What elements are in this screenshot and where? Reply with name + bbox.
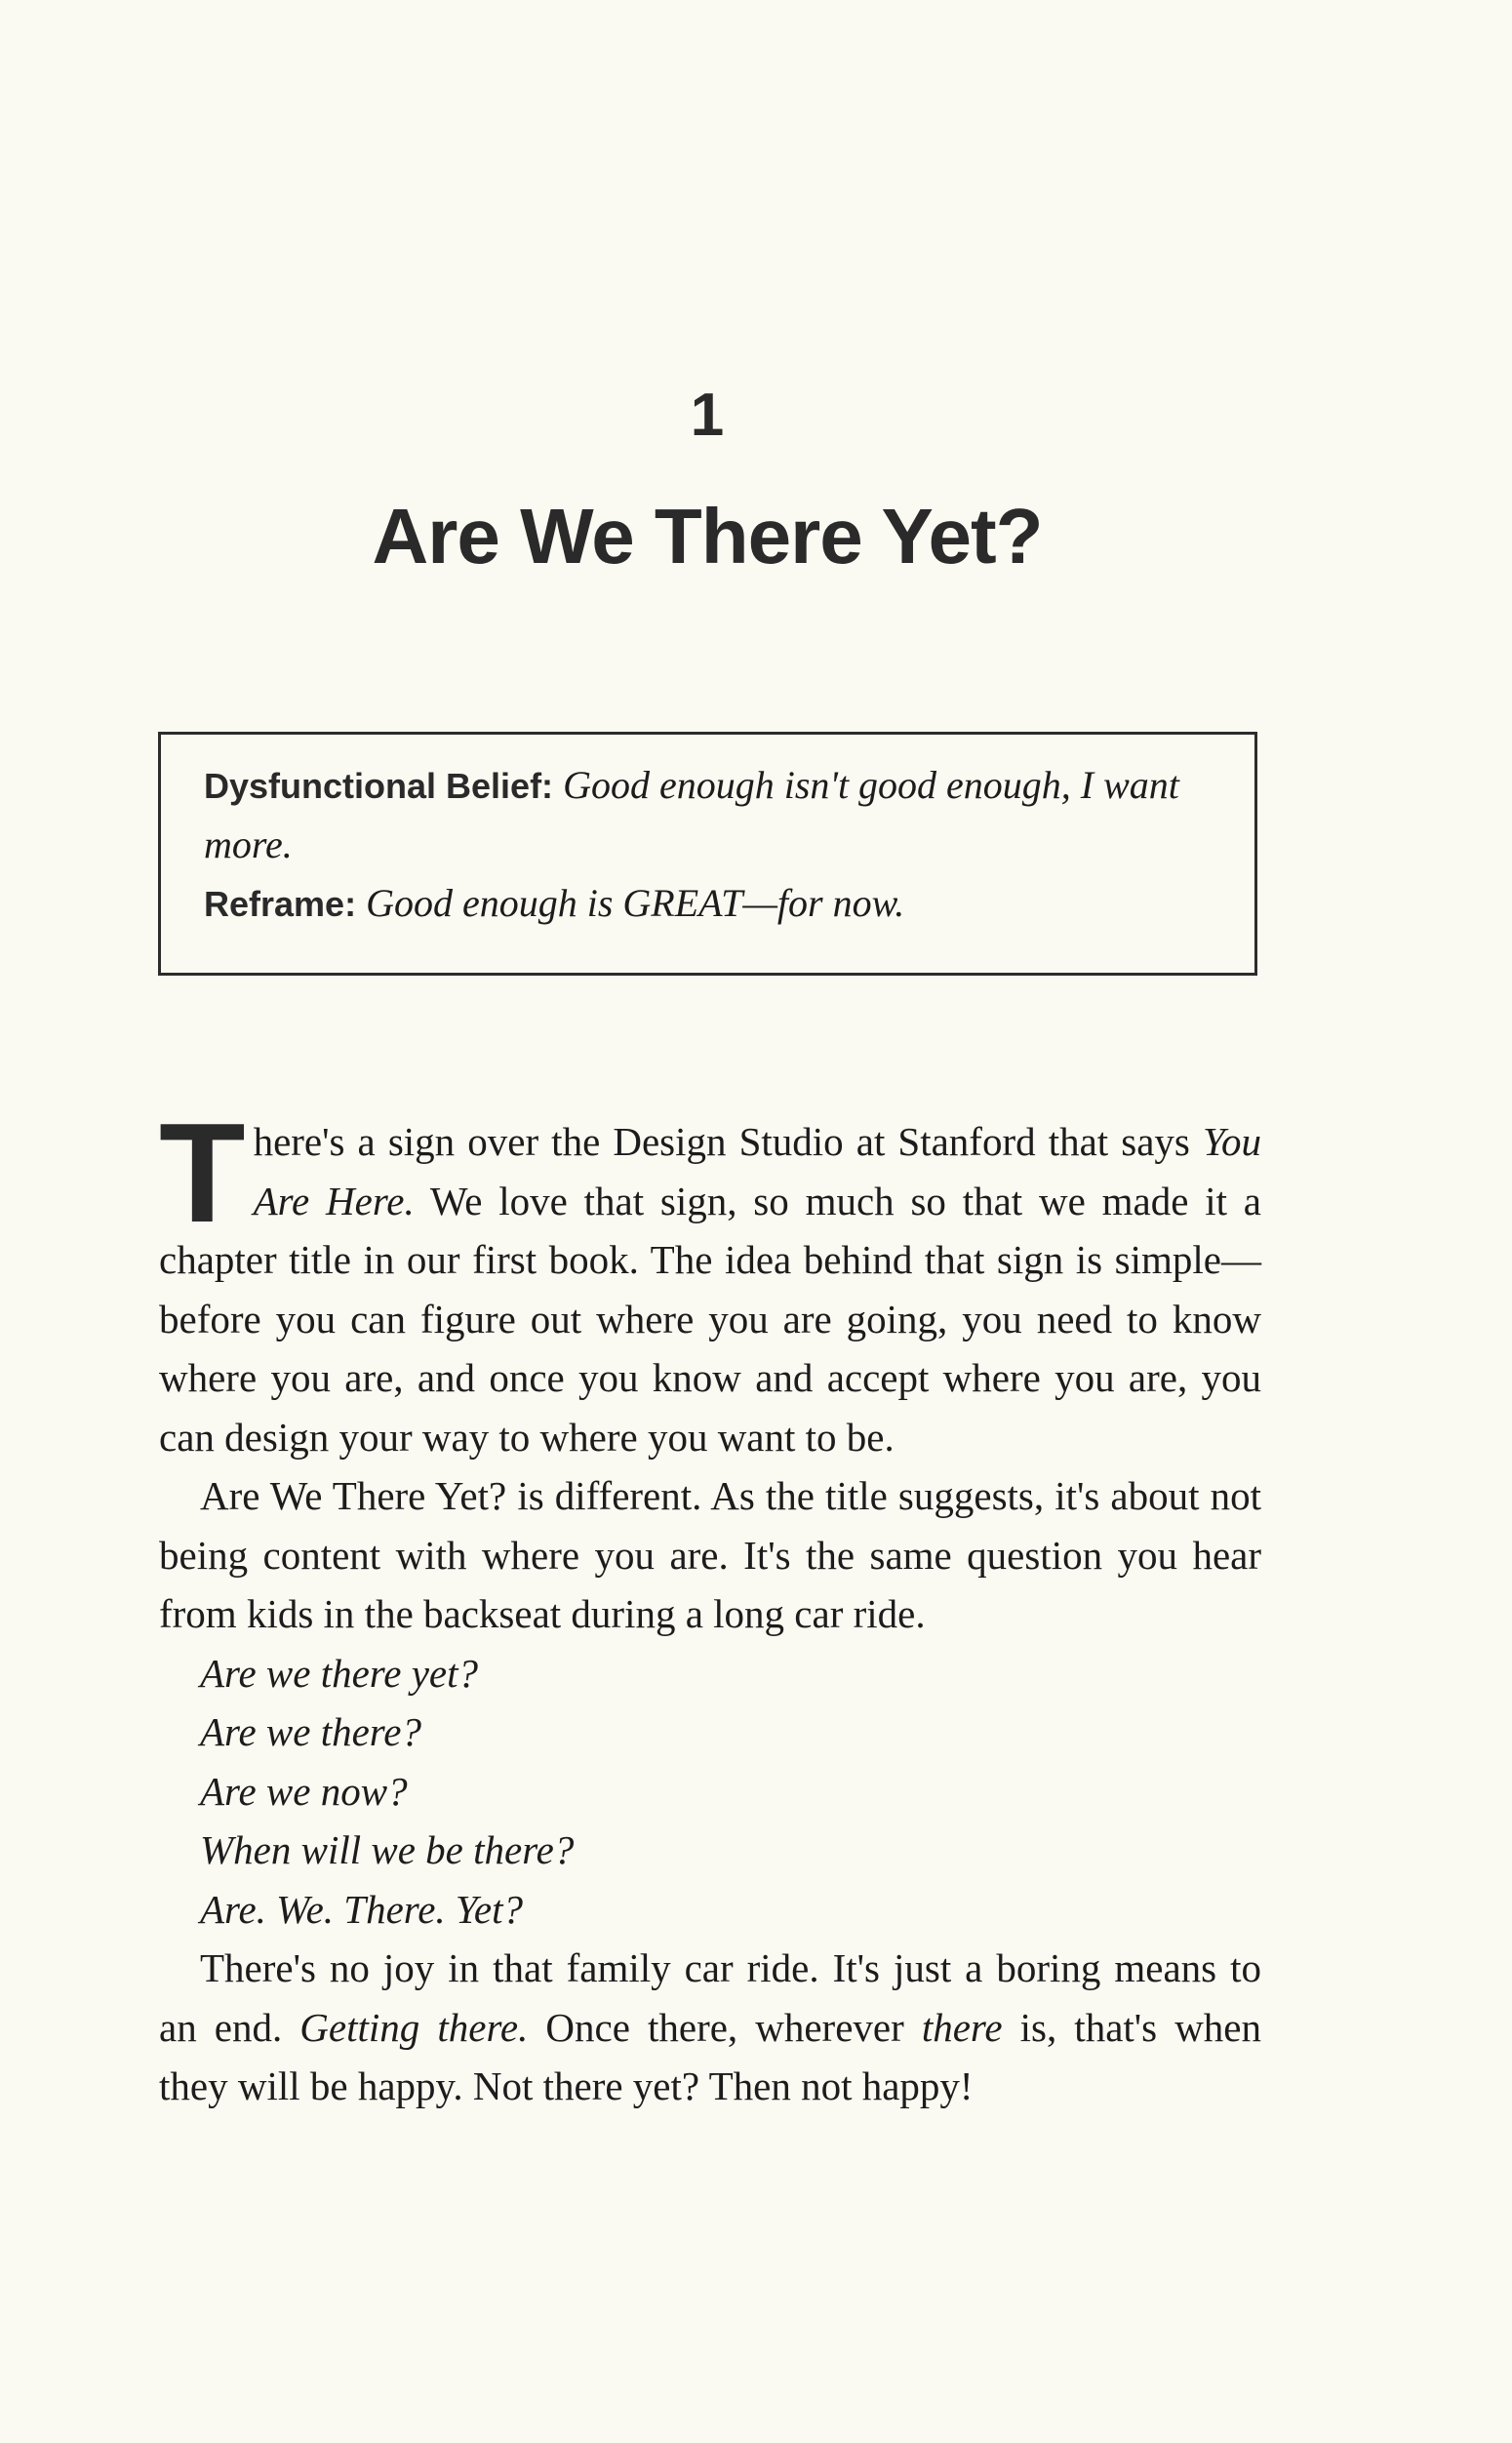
dysfunctional-belief xyxy=(204,756,1214,874)
belief-reframe-box xyxy=(158,732,1257,976)
chapter-number: 1 xyxy=(690,381,725,449)
paragraph-3-italic-2: there xyxy=(921,2004,1003,2050)
paragraph-1-rest: We love that sign, so much so that we made it a chapter title in our first book. The idea behind that sign is simple—before you can figure out where you are going, you need to know where you are, and once you know and accept where you are, you can design your way to where you want to be. xyxy=(159,1178,1261,1460)
italic-line-2: Are we there? xyxy=(200,1709,421,1754)
italic-line-4: When will we be there? xyxy=(200,1827,575,1872)
italic-line-3: Are we now? xyxy=(200,1768,408,1814)
paragraph-1-italic: You Are Here. xyxy=(253,1119,1261,1223)
paragraph-3-mid: Once there, wherever xyxy=(528,2004,922,2050)
chapter-title: Are We There Yet? xyxy=(372,493,1043,580)
reframe xyxy=(204,874,1214,934)
dysfunctional-belief-text: Good enough isn't good enough, I want more. xyxy=(204,763,1179,866)
paragraph-1-start: here's a sign over the Design Studio at Stanford that says xyxy=(253,1119,1203,1164)
reframe-text: Good enough is GREAT—for now. xyxy=(366,881,905,925)
drop-cap: T xyxy=(159,1094,246,1252)
paragraph-3-end: is, that's when they will be happy. Not there yet? Then not happy! xyxy=(159,2004,1262,2108)
italic-line-5: Are. We. There. Yet? xyxy=(200,1886,524,1932)
paragraph-2: Are We There Yet? is different. As the title suggests, it's about not being content with where you are. It's the same question you hear from kids in the backseat during a long car ride. xyxy=(159,1473,1261,1636)
italic-line-1: Are we there yet? xyxy=(200,1650,478,1696)
paragraph-1 xyxy=(159,1094,1261,1466)
reframe-label: Reframe: xyxy=(204,884,357,924)
paragraph-3 xyxy=(159,1939,1261,2116)
paragraph-3-italic-1: Getting there. xyxy=(299,2004,529,2050)
chapter-body xyxy=(159,1094,1262,2116)
paragraph-3-start: There's no joy in that family car ride. It's just a boring means to an end. xyxy=(159,1945,1261,2050)
dysfunctional-belief-label: Dysfunctional Belief: xyxy=(204,766,554,806)
